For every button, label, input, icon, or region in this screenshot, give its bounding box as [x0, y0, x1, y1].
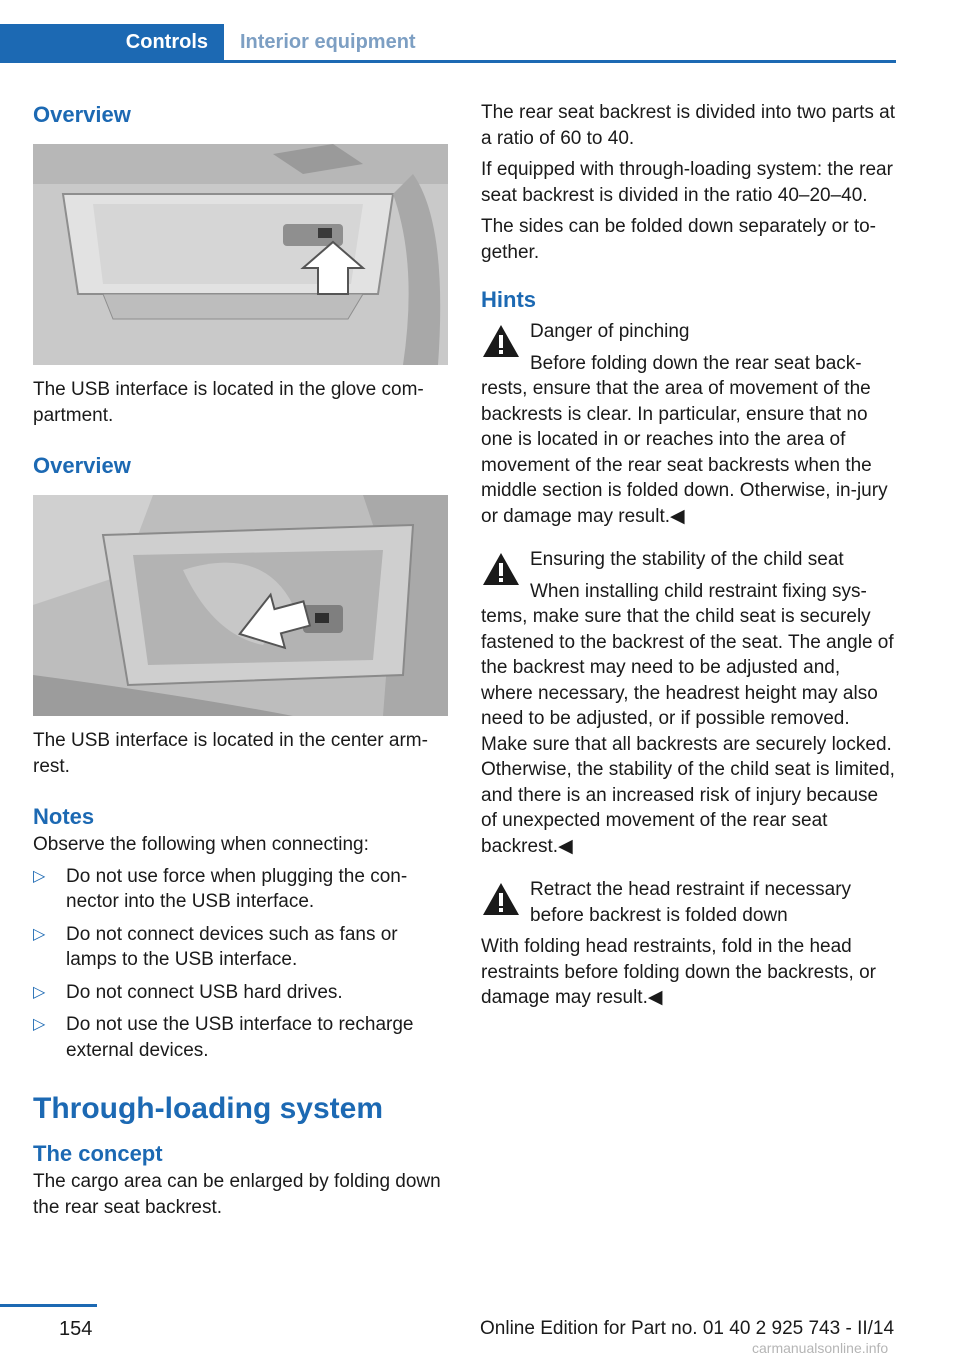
list-item [33, 980, 448, 1006]
note-text: Do not use the USB interface to recharge external devices. [66, 1014, 414, 1061]
paragraph-sides: The sides can be folded down separately or to‐gether. [481, 216, 877, 263]
hints-heading: Hints [481, 287, 536, 312]
notes-intro: Observe the following when connecting: [33, 834, 369, 855]
note-text: Do not use force when plugging the con‐nector into the USB interface. [66, 865, 408, 912]
center-armrest-photo [33, 495, 448, 716]
overview-caption-2: The USB interface is located in the center arm‐rest. [33, 730, 428, 777]
header-divider [0, 60, 896, 63]
right-column [481, 100, 897, 1011]
warning-body: Before folding down the rear seat back‐rests, ensure that the area of movement of the backrests is clear. In particular, ensure that no one is located in or reaches into the area of movement of the rear seat backrests when the middle section is folded down. Otherwise, in‐jury or damage may result.◀ [481, 352, 888, 527]
chapter-tab-interior [224, 24, 416, 60]
note-text: Do not connect USB hard drives. [66, 981, 343, 1003]
paragraph-ratio: The rear seat backrest is divided into two parts at a ratio of 60 to 40. [481, 102, 895, 149]
warning-triangle-icon [481, 323, 521, 359]
warning-title: Ensuring the stability of the child seat [530, 549, 844, 570]
warning-title: Danger of pinching [530, 321, 690, 342]
notes-heading: Notes [33, 804, 95, 829]
note-text: Do not connect devices such as fans or lamps to the USB interface. [66, 923, 398, 970]
edition-note: Online Edition for Part no. 01 40 2 925 743 - II/14 [480, 1318, 895, 1339]
overview-heading-2: Overview [33, 453, 131, 478]
section-label: Controls [125, 30, 208, 53]
page-header [0, 0, 896, 62]
warning-block [481, 877, 897, 1011]
bullet-triangle-icon: ▷ [33, 925, 46, 943]
list-item [33, 864, 448, 915]
list-item [33, 922, 448, 973]
list-item [33, 1012, 448, 1063]
concept-heading: The concept [33, 1141, 163, 1166]
warning-block [481, 319, 897, 529]
warning-triangle-icon [481, 551, 521, 587]
section-tab-controls [0, 24, 224, 60]
bullet-triangle-icon: ▷ [33, 1016, 46, 1033]
warning-body: When installing child restraint fixing sys‐tems, make sure that the child seat is securely fastened to the backrest of the seat. The angle of the backrest may need to be adjusted and, where necessary, the headrest height may also need to be adjusted, or if possible removed. Make sure that all backrests are securely locked. Otherwise, the stability of the child seat is limited, and there is an increased risk of injury because of unexpected movement of the rear seat backrest.◀ [481, 580, 895, 857]
bullet-triangle-icon: ▷ [33, 983, 46, 1001]
left-column [33, 100, 448, 1220]
warning-block [481, 547, 897, 859]
bullet-triangle-icon: ▷ [33, 867, 46, 885]
warning-body: With folding head restraints, fold in the head restraints before folding down the backrests, or damage may result.◀ [481, 936, 876, 1008]
footer-divider [0, 1304, 97, 1307]
chapter-label: Interior equipment [240, 30, 416, 53]
paragraph-through-loading: If equipped with through-loading system: the rear seat backrest is divided in the ratio 40–20–40. [481, 159, 893, 206]
through-loading-heading: Through-loading system [33, 1092, 384, 1125]
notes-list [33, 864, 448, 1064]
concept-text: The cargo area can be enlarged by folding down the rear seat backrest. [33, 1171, 441, 1218]
page-number: 154 [59, 1318, 93, 1340]
watermark: carmanualsonline.info [752, 1340, 889, 1356]
glove-compartment-photo [33, 144, 448, 365]
warning-title: Retract the head restraint if necessary before backrest is folded down [530, 879, 852, 926]
overview-caption-1: The USB interface is located in the glove com‐partment. [33, 379, 424, 426]
overview-heading-1: Overview [33, 102, 131, 127]
warning-triangle-icon [481, 881, 521, 917]
